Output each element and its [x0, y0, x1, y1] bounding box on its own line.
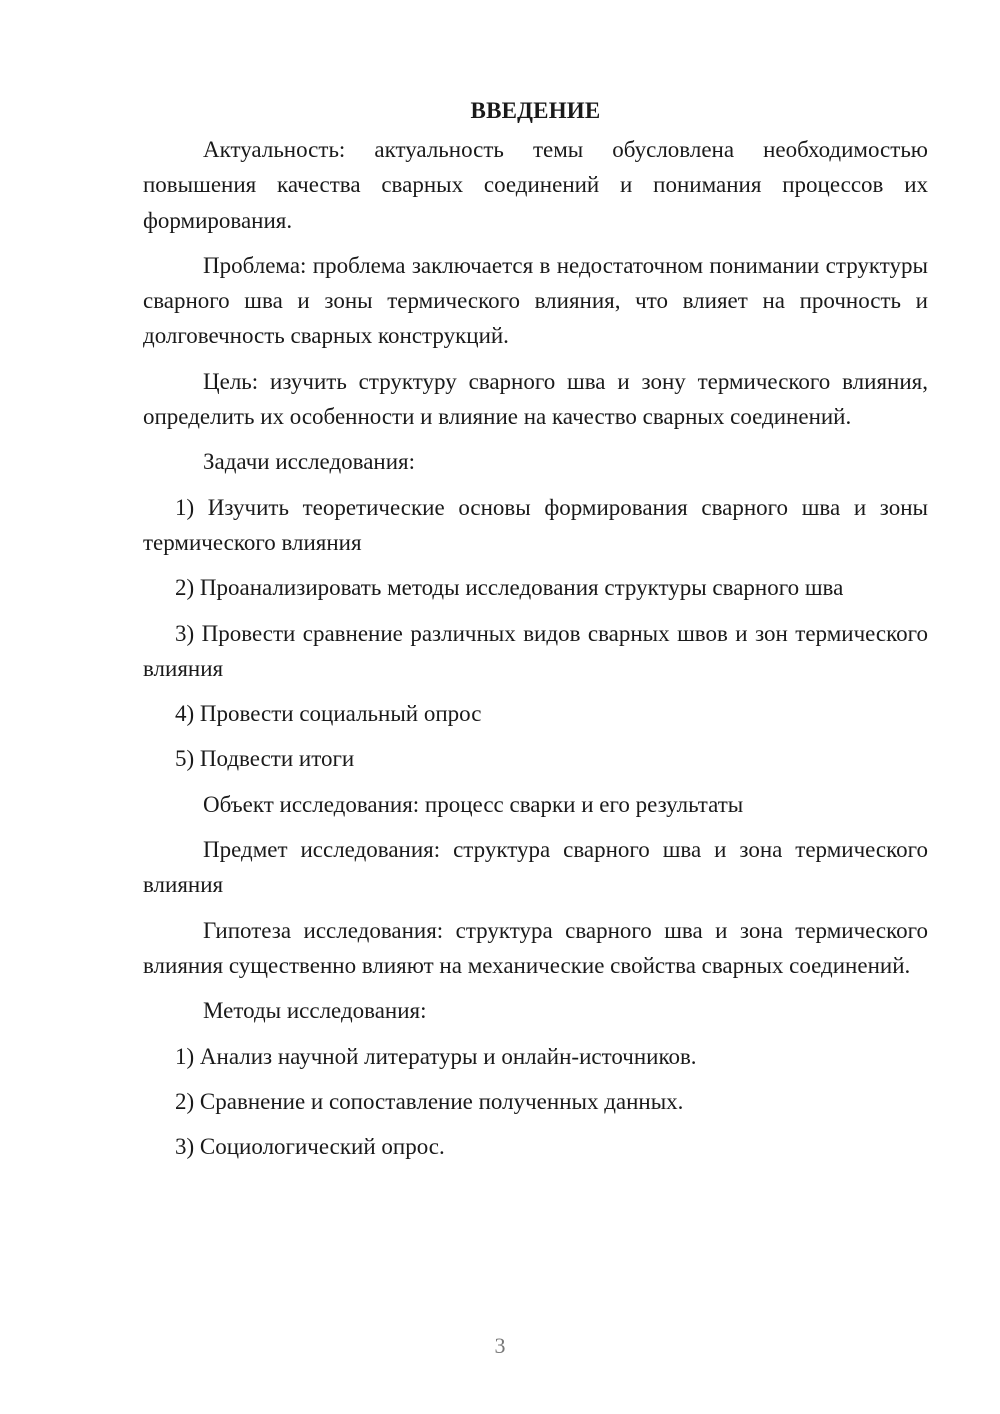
hypothesis-paragraph: Гипотеза исследования: структура сварного шва и зона термического влияния существенно влияют на механические свойства сварных соединений.	[143, 917, 928, 978]
task-item-5: 5) Подвести итоги	[175, 746, 355, 772]
relevance-paragraph: Актуальность: актуальность темы обусловлена необходимостью повышения качества сварных соединений и понимания процессов их формирования.	[143, 137, 928, 233]
tasks-heading: Задачи исследования:	[203, 449, 416, 475]
task-item-1: 1) Изучить теоретические основы формирования сварного шва и зоны термического влияния	[143, 494, 928, 555]
page-number: 3	[494, 1333, 506, 1358]
task-item-2: 2) Проанализировать методы исследования структуры сварного шва	[175, 575, 844, 601]
method-item-3: 3) Социологический опрос.	[175, 1134, 445, 1160]
problem-paragraph: Проблема: проблема заключается в недостаточном понимании структуры сварного шва и зоны термического влияния, что влияет на прочность и долговечность сварных конструкций.	[143, 252, 928, 349]
method-item-2: 2) Сравнение и сопоставление полученных данных.	[175, 1088, 684, 1114]
methods-heading: Методы исследования:	[203, 998, 427, 1024]
task-item-4: 4) Провести социальный опрос	[175, 701, 482, 727]
goal-paragraph: Цель: изучить структуру сварного шва и зону термического влияния, определить их особенности и влияние на качество сварных соединений.	[143, 368, 928, 430]
subject-paragraph: Предмет исследования: структура сварного шва и зона термического влияния	[143, 837, 928, 898]
method-item-1: 1) Анализ научной литературы и онлайн-источников.	[175, 1043, 697, 1069]
task-item-3: 3) Провести сравнение различных видов сварных швов и зон термического влияния	[143, 620, 928, 681]
section-title: ВВЕДЕНИЕ	[470, 98, 601, 123]
object-paragraph: Объект исследования: процесс сварки и его результаты	[203, 791, 744, 817]
document-page	[143, 96, 928, 1174]
